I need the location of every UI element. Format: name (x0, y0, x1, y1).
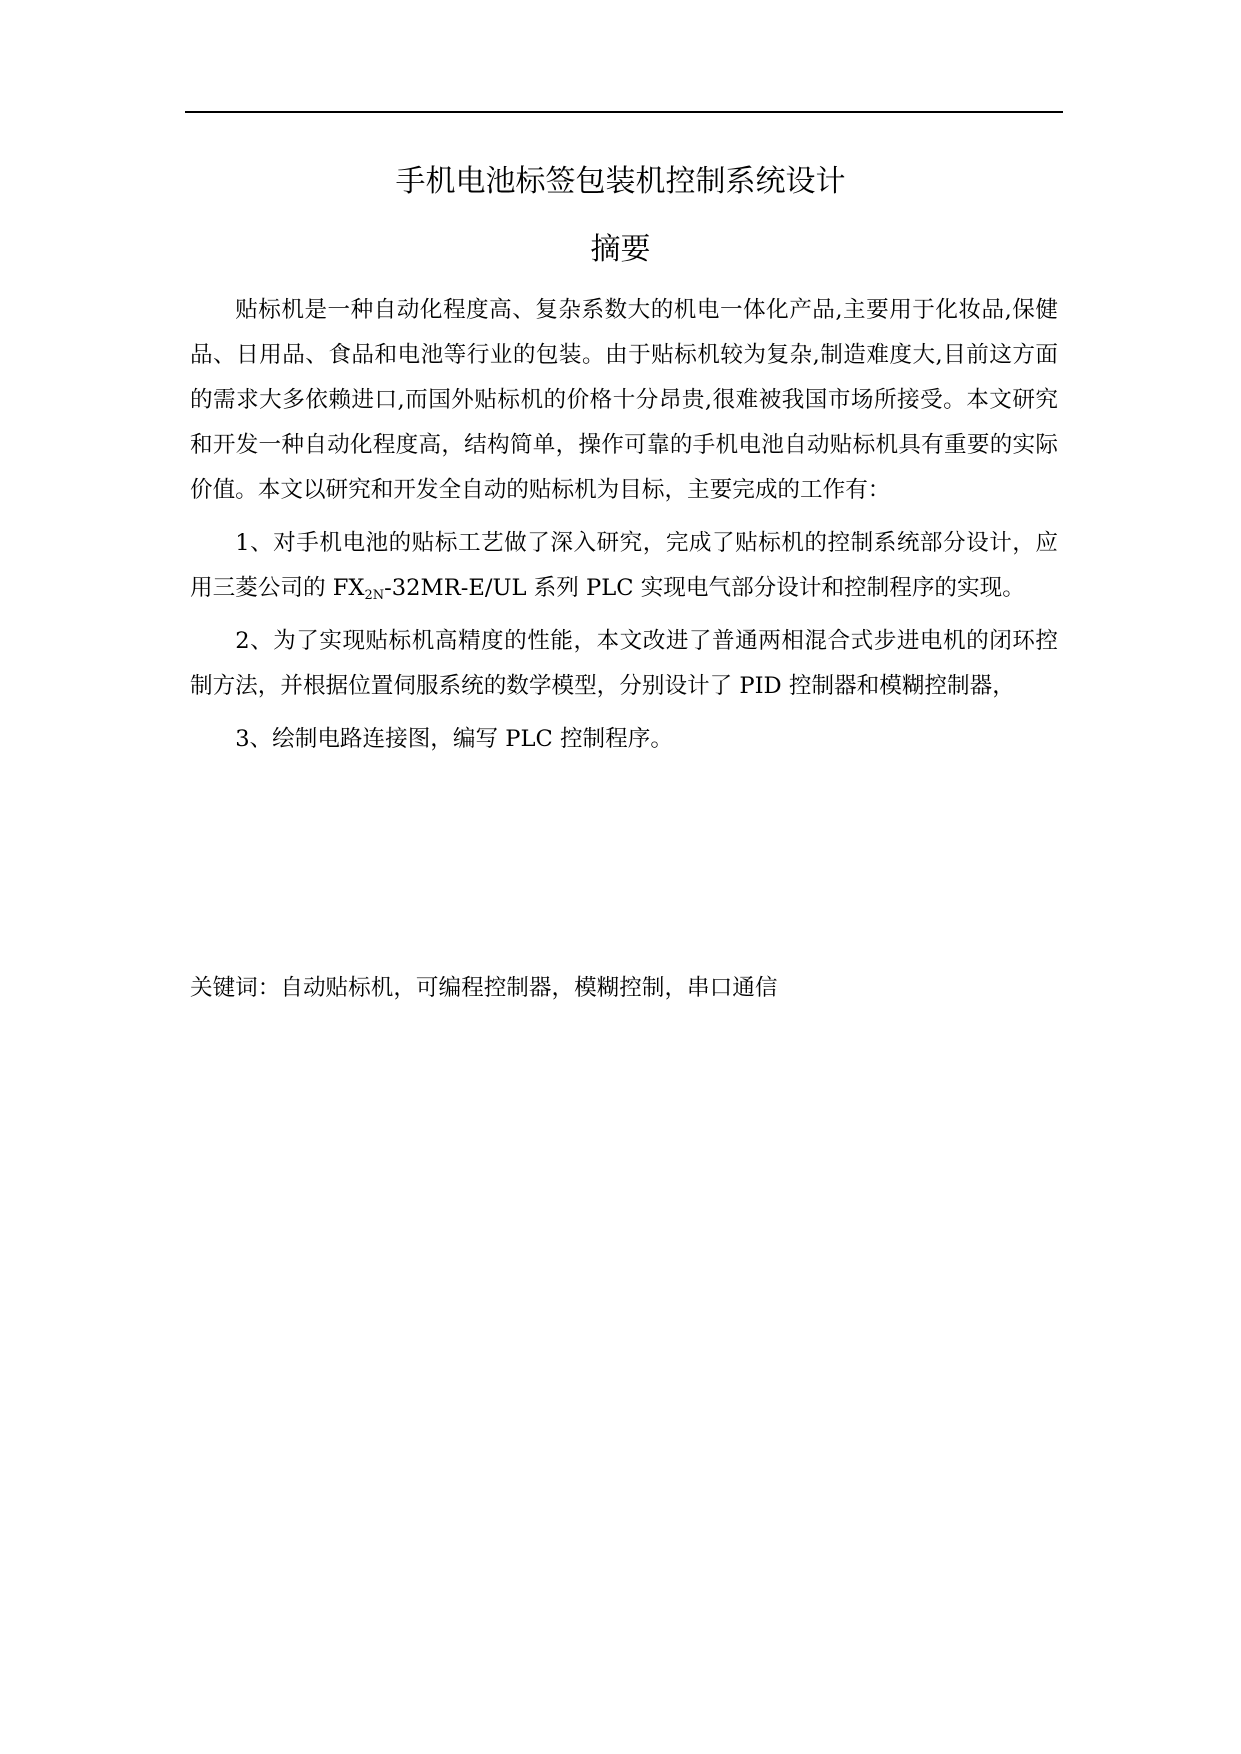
item-1-text-end: -32MR-E/UL 系列 PLC 实现电气部分设计和控制程序的实现。 (384, 575, 1025, 601)
abstract-heading: 摘要 (590, 232, 651, 267)
item-1-subscript: 2N (364, 588, 385, 603)
item-1-text-start: 1、对手机电池的贴标工艺做了深入研究，完成了贴标机的控制系统部分设计，应用三菱公司的 FX (190, 530, 1058, 601)
abstract-item-2: 2、为了实现贴标机高精度的性能，本文改进了普通两相混合式步进电机的闭环控制方法，并根据位置伺服系统的数学模型，分别设计了 PID 控制器和模糊控制器， (190, 628, 1058, 699)
keywords-line (190, 968, 1058, 1008)
keywords-text: 自动贴标机，可编程控制器，模糊控制，串口通信 (280, 975, 778, 1001)
abstract-item-1 (190, 521, 1058, 611)
abstract-body (190, 288, 1058, 762)
abstract-item-3: 3、绘制电路连接图，编写 PLC 控制程序。 (235, 726, 673, 752)
keywords-label: 关键词： (190, 975, 281, 1001)
header-rule (185, 111, 1063, 113)
document-title: 手机电池标签包装机控制系统设计 (395, 164, 846, 199)
abstract-intro-paragraph: 贴标机是一种自动化程度高、复杂系数大的机电一体化产品,主要用于化妆品,保健品、日用品、食品和电池等行业的包装。由于贴标机较为复杂,制造难度大,目前这方面的需求大多依赖进口,而国外贴标机的价格十分昂贵,很难被我国市场所接受。本文研究和开发一种自动化程度高，结构简单，操作可靠的手机电池自动贴标机具有重要的实际价值。本文以研究和开发全自动的贴标机为目标，主要完成的工作有： (190, 297, 1058, 503)
